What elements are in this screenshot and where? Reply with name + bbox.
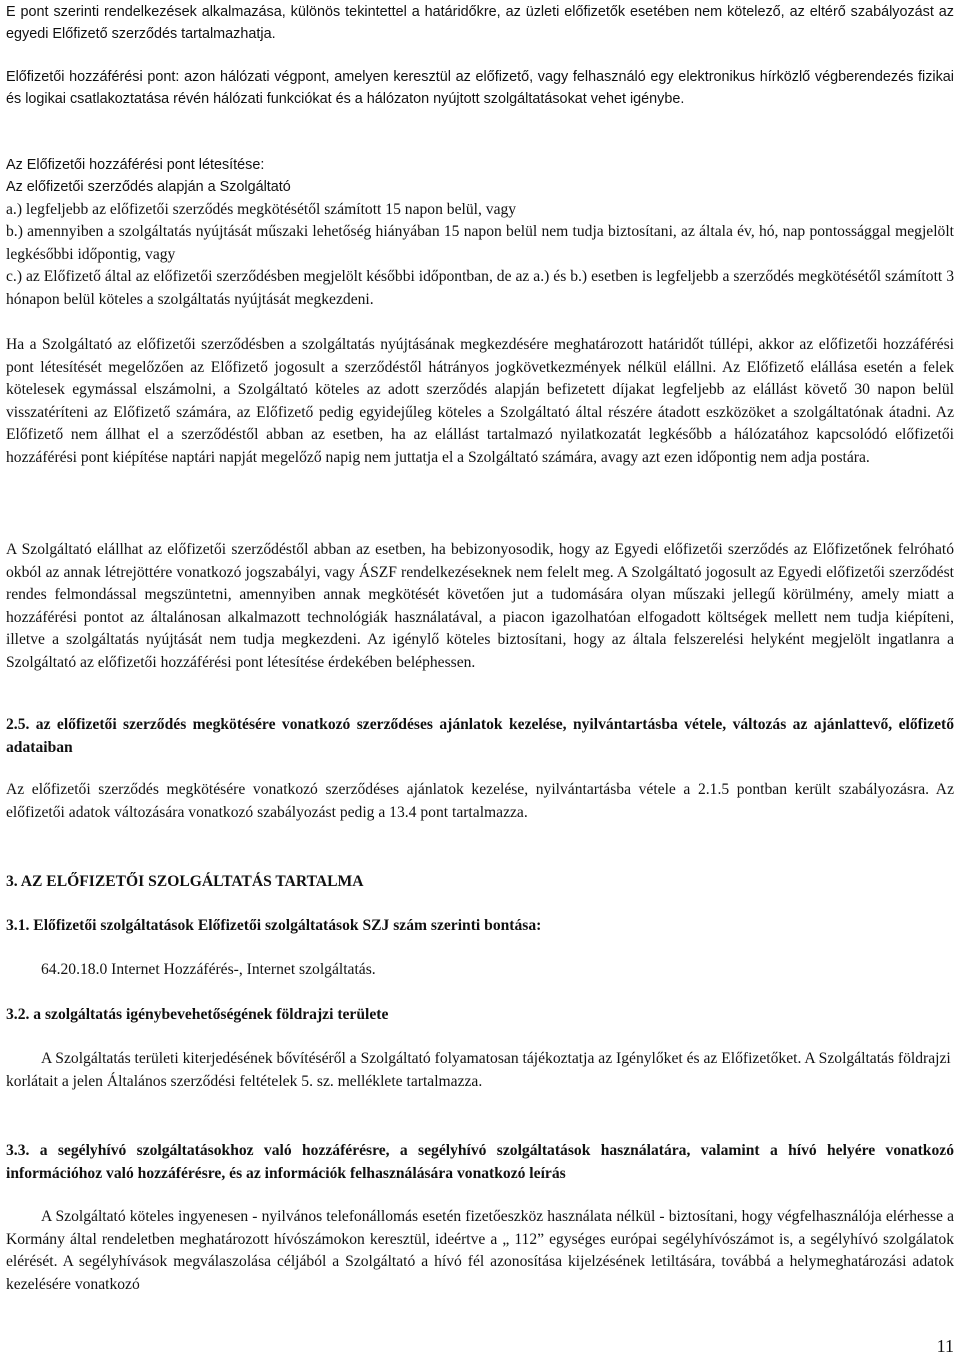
- paragraph-3-3: A Szolgáltató köteles ingyenesen - nyilvános telefonállomás esetén fizetőeszköz használata nélkül - biztosítani, hogy végfelhasználója elérhesse a Kormány által rendeletben meghatározott hívószámokon keresztül, ideértve a „ 112” egységes európai segélyhívószámot is, a segélyhívó szolgálatok elérését. A segélyhívások megválaszolása céljából a Szolgáltató a hívó fél azonosítása kijelzésének letiltására, továbbá a helymeghatározási adatok kezelésére vonatkozó: [6, 1208, 954, 1293]
- paragraph-provider-withdrawal: A Szolgáltató elállhat az előfizetői szerződéstől abban az esetben, ha bebizonyosodik, hogy az Egyedi előfizetői szerződés az Előfizetőnek felróható okból az annak létrejöttére vonatkozó jogszabályi, vagy ÁSZF rendelkezéseknek nem felelt meg. A Szolgáltató jogosult az Egyedi előfizetői szerződést rendes felmondással megszüntetni, amennyiben annak megkötését követően jut a tudomására olyan műszaki jellegű körülmény, amely miatt a hozzáférési pontot az általánosan alkalmazott technológiák használatával, a piacon igazolhatóan elfogadott költségek mellett nem tudja kiépíteni, illetve a szolgáltatás nyújtását nem tudja megkezdeni. Az igénylő köteles biztosítani, hogy az általa felszerelési helyként megjelölt ingatlanra a Szolgáltató az előfizetői hozzáférési pont létesítése érdekében beléphessen.: [6, 541, 954, 671]
- heading-3: 3. AZ ELŐFIZETŐI SZOLGÁLTATÁS TARTALMA: [6, 873, 364, 890]
- paragraph-3-1: 64.20.18.0 Internet Hozzáférés-, Internet szolgáltatás.: [41, 961, 376, 978]
- page-number: 11: [936, 1336, 954, 1356]
- heading-2-5: 2.5. az előfizetői szerződés megkötésére vonatkozó szerződéses ajánlatok kezelése, nyilvántartásba vétele, változás az ajánlattevő, előfizető adataiban: [6, 716, 954, 756]
- paragraph-3-2: A Szolgáltatás területi kiterjedésének bővítéséről a Szolgáltató folyamatosan tájékoztatja az Igénylőket és az Előfizetőket. A Szolgáltatás földrajzi korlátait a jelen Általános szerződési feltételek 5. sz. melléklete tartalmazza.: [6, 1050, 951, 1090]
- option-c: c.) az Előfizető által az előfizetői szerződésben megjelölt későbbi időpontban, de az a.) és b.) esetben is legfeljebb a szerződés megkötésétől számított 3 hónapon belül köteles a szolgáltatás nyújtását megkezdeni.: [6, 268, 954, 308]
- heading-3-1: 3.1. Előfizetői szolgáltatások Előfizetői szolgáltatások SZJ szám szerinti bontása:: [6, 917, 542, 934]
- establishment-section: [6, 155, 954, 198]
- option-a: a.) legfeljebb az előfizetői szerződés megkötésétől számított 15 napon belül, vagy: [6, 201, 517, 218]
- establishment-heading: Az Előfizetői hozzáférési pont létesítése:: [6, 157, 265, 173]
- paragraph-intro: E pont szerinti rendelkezések alkalmazása, különös tekintettel a határidőkre, az üzleti előfizetők esetében nem kötelező, az eltérő szabályozást az egyedi Előfizető szerződés tartalmazhatja.: [6, 4, 954, 42]
- heading-3-2: 3.2. a szolgáltatás igénybevehetőségének földrajzi területe: [6, 1006, 389, 1023]
- option-b: b.) amennyiben a szolgáltatás nyújtását műszaki lehetőség hiányában 15 napon belül nem tudja biztosítani, az általa év, hó, nap pontossággal megjelölt legkésőbbi időpontig, vagy: [6, 223, 954, 263]
- paragraph-access-point-definition: Előfizetői hozzáférési pont: azon hálózati végpont, amelyen keresztül az előfizető, vagy felhasználó egy elektronikus hírközlő végberendezés fizikai és logikai csatlakoztatása révén hálózati funkciókat és a hálózaton nyújtott szolgáltatásokat vehet igénybe.: [6, 69, 954, 107]
- paragraph-2-5: Az előfizetői szerződés megkötésére vonatkozó szerződéses ajánlatok kezelése, nyilvántartásba vétele a 2.1.5 pontban került szabályozásra. Az előfizetői adatok változására vonatkozó szabályozást pedig a 13.4 pont tartalmazza.: [6, 781, 954, 821]
- establishment-options: [6, 199, 954, 311]
- heading-3-3: 3.3. a segélyhívó szolgáltatásokhoz való hozzáférésre, a segélyhívó szolgáltatások használatára, valamint a hívó helyére vonatkozó információhoz való hozzáférésre, és az információk felhasználására vonatkozó leírás: [6, 1142, 954, 1182]
- paragraph-deadline-breach: Ha a Szolgáltató az előfizetői szerződésben a szolgáltatás nyújtásának megkezdésére meghatározott határidőt túllépi, akkor az előfizetői hozzáférési pont létesítését megelőzően az Előfizető jogosult a szerződéstől hátrányos jogkövetkezmények nélkül elállni. Az Előfizető elállása esetén a felek kötelesek egymással elszámolni, a Szolgáltató köteles az adott szerződés alapján befizetett díjakat legfeljebb az elállást követő 30 napon belül visszatéríteni az Előfizető számára, az Előfizető pedig egyidejűleg köteles a Szolgáltató által részére átadott eszközöket a szolgáltatónak átadni. Az Előfizető nem állhat el a szerződéstől abban az esetben, ha az elállást tartalmazó nyilatkozatát legkésőbb a hálózatához kapcsolódó előfizetői hozzáférési pont kiépítése naptári napját megelőző napig nem juttatja el a Szolgáltató számára, avagy azt ezen időpontig nem adja postára.: [6, 336, 954, 466]
- establishment-intro: Az előfizetői szerződés alapján a Szolgáltató: [6, 178, 291, 195]
